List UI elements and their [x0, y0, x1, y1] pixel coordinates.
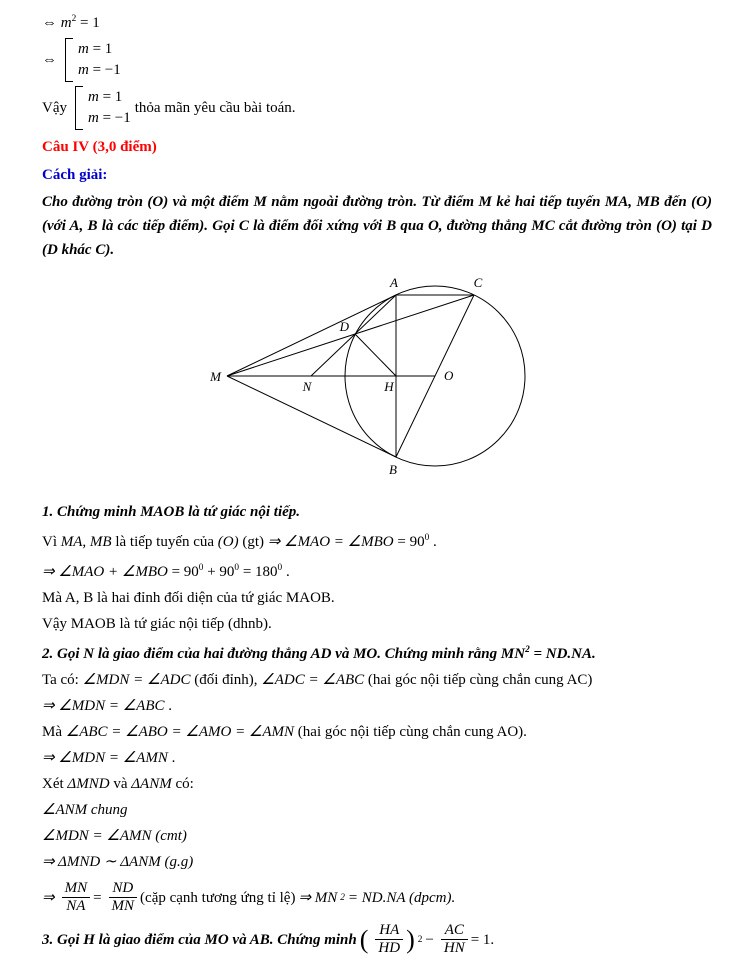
- solution-line: [42, 555, 712, 585]
- point-label-H: H: [384, 379, 394, 394]
- problem-statement: Cho đường tròn (O) và một điểm M nằm ngoài đường tròn. Từ điểm M kẻ hai tiếp tuyến MA, MB đến (O) (với A, B là các tiếp điểm). Gọi C là điểm đối xứng với B qua O, đường thẳng MC cắt đường tròn (O) tại D (D khác C).: [42, 194, 712, 258]
- text-segment: (đối đỉnh),: [190, 672, 262, 688]
- text-segment: ∠ANM chung: [42, 802, 128, 818]
- text-segment: = 180: [239, 564, 278, 580]
- text-segment: .: [429, 534, 437, 550]
- text-segment: Mà A, B là hai đỉnh đối diện của tứ giác MAOB.: [42, 590, 335, 606]
- text-segment: 0: [277, 563, 283, 573]
- fraction-HA-HD: [375, 922, 403, 957]
- ratio-note: (cặp cạnh tương ứng tỉ lệ): [140, 889, 296, 906]
- fraction-denominator: HN: [443, 940, 465, 956]
- text-segment: m: [78, 41, 89, 57]
- text-segment: Vậy MAOB là tứ giác nội tiếp (dhnb).: [42, 616, 272, 632]
- close-paren: ): [406, 924, 415, 954]
- figure-svg: [207, 272, 547, 486]
- claim-3-text: 3. Gọi H là giao điểm của MO và AB. Chứng minh: [42, 931, 357, 948]
- text-segment: = −1: [88, 62, 121, 78]
- cases-row: [78, 39, 121, 60]
- text-segment: m: [78, 62, 89, 78]
- solution-line: [42, 525, 712, 555]
- text-segment: ⇒ ∠MAO = ∠MBO: [267, 534, 394, 550]
- line-MC: [227, 295, 474, 376]
- text-segment: ⇒ ∠MDN = ∠ABC: [42, 698, 165, 714]
- solution-line: [42, 719, 712, 745]
- solution-line: [42, 611, 712, 637]
- text-segment: (hai góc nội tiếp cùng chắn cung AO).: [294, 724, 527, 740]
- implies-arrow: ⇒: [42, 889, 55, 906]
- text-segment: ⇒ ∠MAO + ∠MBO: [42, 564, 168, 580]
- text-segment: + 90: [203, 564, 235, 580]
- text-segment: ΔMND: [67, 776, 110, 792]
- text-segment: = 90: [167, 564, 199, 580]
- text-segment: = 1: [88, 41, 113, 57]
- solution-heading: Cách giải:: [42, 167, 108, 183]
- text-segment: 0: [424, 533, 430, 543]
- text-segment: = ND.NA.: [529, 646, 596, 662]
- ratio-line: [42, 880, 712, 915]
- text-segment: ΔANM: [131, 776, 172, 792]
- fraction-numerator: HA: [375, 922, 403, 940]
- text-segment: ⇒ ΔMND ∼ ΔANM: [42, 854, 161, 870]
- implies-expression: ⇒ MN: [298, 889, 338, 906]
- text-segment: ⇒ ∠MDN = ∠AMN: [42, 750, 168, 766]
- line-DH: [355, 334, 396, 376]
- point-label-C: C: [473, 275, 483, 290]
- claim-2-heading: [42, 637, 712, 667]
- point-label-A: A: [390, 275, 398, 290]
- geometry-figure: [207, 272, 547, 491]
- text-segment: .: [167, 750, 176, 766]
- equiv-arrow: ⇔: [42, 52, 57, 68]
- text-segment: Vì: [42, 534, 61, 550]
- text-segment: = −1: [98, 110, 131, 126]
- point-label-M: M: [210, 369, 221, 384]
- fraction-denominator: MN: [111, 898, 135, 914]
- math-line-cases-1: [42, 38, 712, 82]
- solution-line: [42, 823, 712, 849]
- fraction-denominator: NA: [66, 898, 86, 914]
- text-segment: (g.g): [160, 854, 194, 870]
- text-segment: (O): [217, 534, 239, 550]
- text-segment: có:: [171, 776, 194, 792]
- solution-line: [42, 849, 712, 875]
- text-segment: Ta có:: [42, 672, 83, 688]
- math-line-m-squared: [42, 6, 712, 36]
- text-segment: 2. Gọi N là giao điểm của hai đường thẳng AD và MO. Chứng minh rằng MN: [42, 646, 526, 662]
- claim-3-heading: [42, 922, 712, 957]
- question-heading: Câu IV (3,0 điểm): [42, 139, 157, 155]
- cases-row: [88, 87, 131, 108]
- text-segment: m: [60, 15, 72, 31]
- text-segment: MA, MB: [60, 534, 112, 550]
- text-segment: (cmt): [151, 828, 187, 844]
- superscript-2: 2: [417, 934, 423, 945]
- text-segment: 0: [198, 563, 204, 573]
- text-segment: 0: [234, 563, 240, 573]
- point-label-O: O: [444, 368, 454, 383]
- claim-1-heading: 1. Chứng minh MAOB là tứ giác nội tiếp.: [42, 504, 301, 520]
- text-segment: Xét: [42, 776, 68, 792]
- text-segment: 2: [525, 645, 530, 655]
- superscript-2: 2: [340, 892, 345, 903]
- fraction-AC-HN: [441, 922, 468, 957]
- fraction-numerator: MN: [62, 880, 91, 898]
- cases-column: [88, 86, 131, 130]
- cases-block: [75, 86, 131, 130]
- text-segment: .: [282, 564, 290, 580]
- text-segment: m: [88, 89, 99, 105]
- text-segment: = 1: [76, 15, 100, 31]
- solution-line: [42, 745, 712, 771]
- text-segment: ∠ABC = ∠ABO = ∠AMO = ∠AMN: [65, 724, 295, 740]
- solution-line: [42, 667, 712, 693]
- fraction-ND-MN: [109, 880, 138, 915]
- text-segment: .: [164, 698, 172, 714]
- fraction-numerator: AC: [441, 922, 468, 940]
- fraction-numerator: ND: [109, 880, 138, 898]
- fraction-denominator: HD: [378, 940, 401, 956]
- text-segment: ∠MDN = ∠AMN: [42, 828, 152, 844]
- text-segment: 2: [71, 14, 77, 24]
- minus-sign: −: [425, 931, 434, 948]
- line-AN: [311, 295, 396, 376]
- text-segment: = 1: [98, 89, 123, 105]
- conclusion-text: thỏa mãn yêu cầu bài toán.: [134, 100, 296, 116]
- open-paren: (: [359, 924, 369, 954]
- equals-one: = 1.: [470, 931, 495, 948]
- point-label-D: D: [339, 319, 349, 334]
- fraction-MN-NA: [62, 880, 91, 915]
- text-segment: (gt): [238, 534, 268, 550]
- vay-label: Vậy: [42, 100, 67, 116]
- text-segment: và: [109, 776, 132, 792]
- solution-line: [42, 771, 712, 797]
- text-segment: Mà: [42, 724, 66, 740]
- line-MB: [227, 376, 396, 457]
- cases-column: [78, 38, 121, 82]
- text-segment: (hai góc nội tiếp cùng chắn cung AC): [364, 672, 593, 688]
- solution-line: [42, 797, 712, 823]
- text-segment: m: [88, 110, 99, 126]
- equals-sign: =: [93, 889, 102, 906]
- cases-block: [65, 38, 121, 82]
- cases-row: [78, 60, 121, 81]
- text-segment: ∠ADC = ∠ABC: [261, 672, 365, 688]
- cases-row: [88, 108, 131, 129]
- ratio-tail: = ND.NA (dpcm).: [347, 889, 456, 906]
- cases-bracket-icon: [75, 86, 83, 130]
- solution-line: [42, 585, 712, 611]
- text-segment: là tiếp tuyến của: [111, 534, 218, 550]
- text-segment: ⇔: [42, 15, 61, 31]
- cases-bracket-icon: [65, 38, 73, 82]
- math-line-conclusion: [42, 86, 712, 130]
- point-label-N: N: [302, 379, 312, 394]
- line-MA: [227, 295, 396, 376]
- text-segment: ∠MDN = ∠ADC: [82, 672, 191, 688]
- solution-line: [42, 693, 712, 719]
- text-segment: = 90: [393, 534, 425, 550]
- point-label-B: B: [389, 462, 397, 477]
